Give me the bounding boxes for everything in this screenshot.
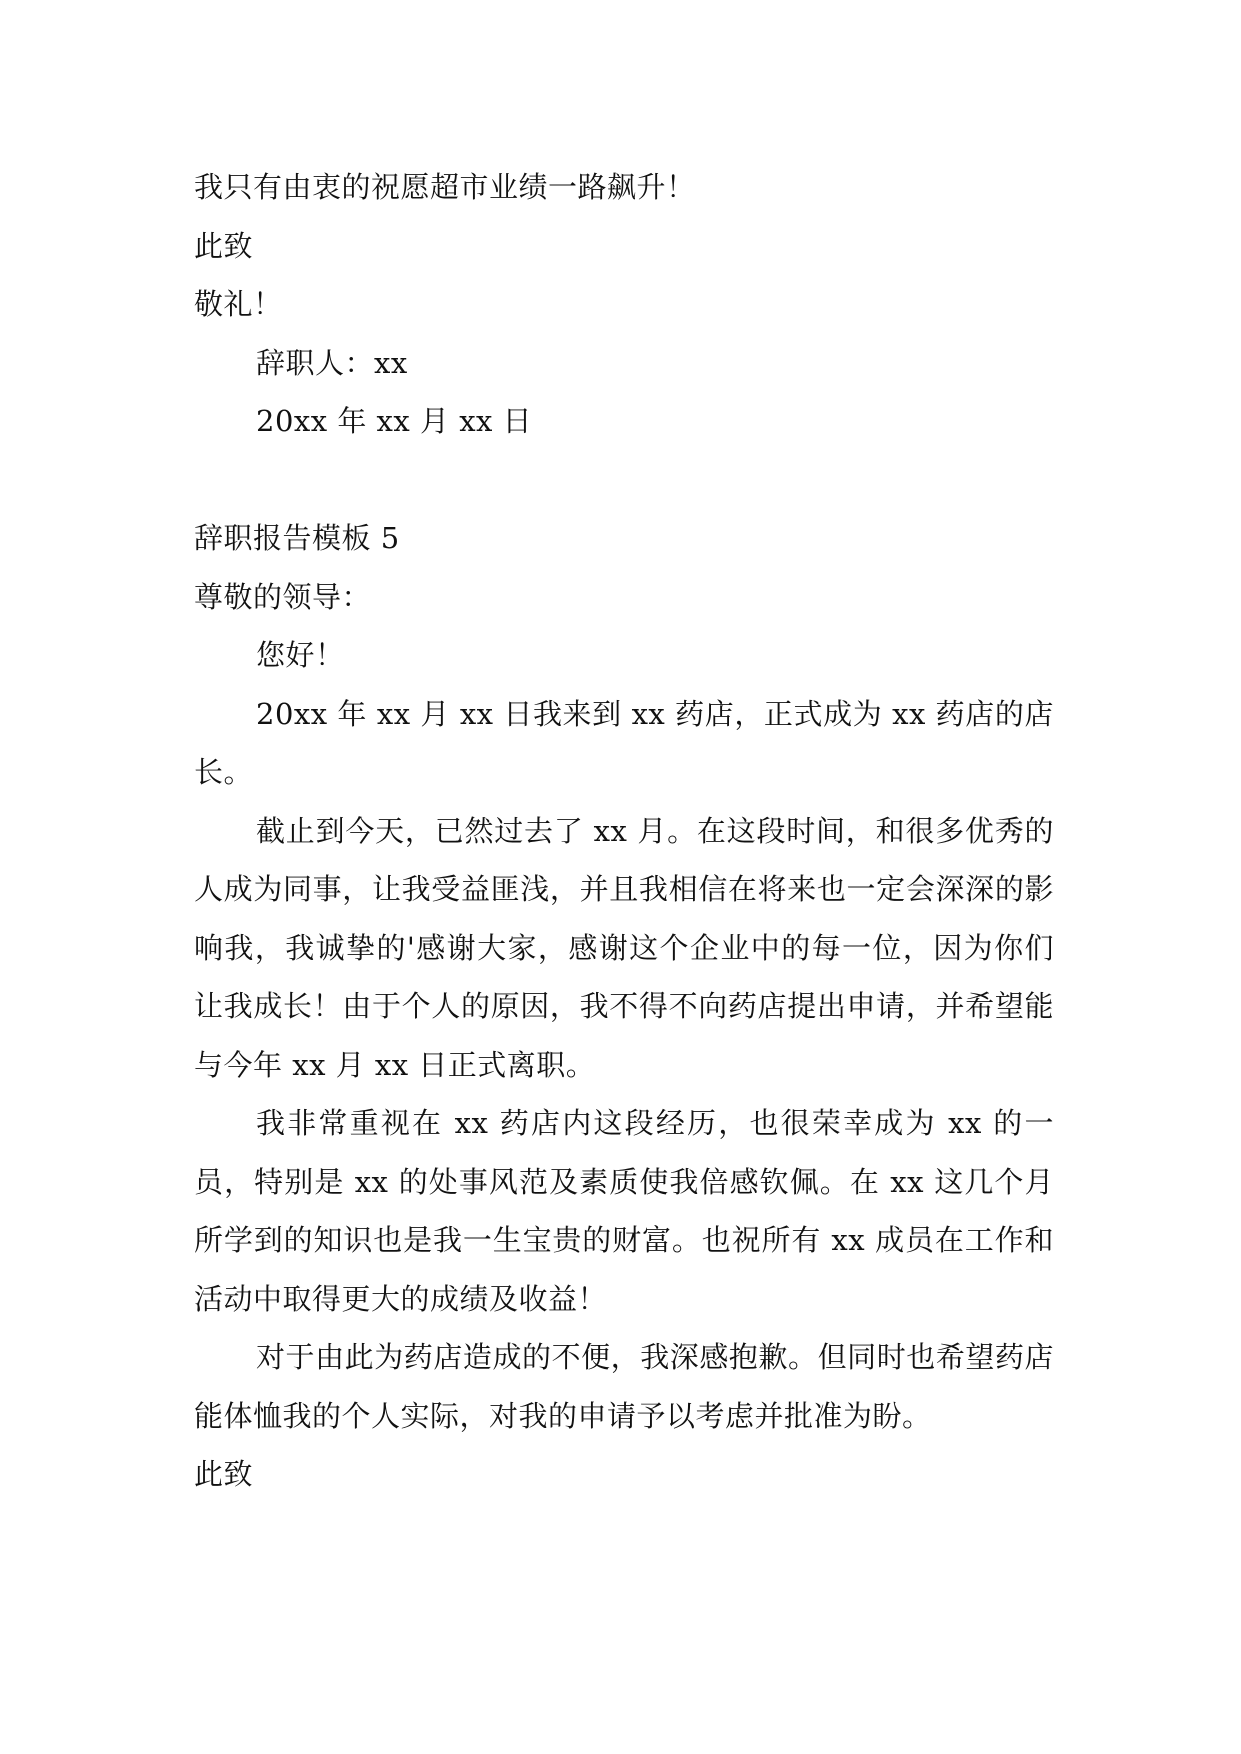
section-title: 辞职报告模板 5 <box>194 521 400 555</box>
section-gap <box>194 451 1054 510</box>
document-body <box>194 158 1054 1504</box>
closing-wish: 我只有由衷的祝愿超市业绩一路飙升！ <box>194 170 696 204</box>
signer-line: 辞职人：xx <box>256 345 408 380</box>
paragraph-3: 我非常重视在 xx 药店内这段经历，也很荣幸成为 xx 的一员，特别是 xx 的处事风范及素质使我倍感钦佩。在 xx 这几个月所学到的知识也是我一生宝贵的财富。也祝所有 xx 成员在工作和活动中取得更大的成绩及收益！ <box>194 1106 1054 1316</box>
salutation-line-2: 敬礼！ <box>194 287 283 321</box>
greeting-line: 尊敬的领导： <box>194 579 372 614</box>
paragraph-1: 20xx 年 xx 月 xx 日我来到 xx 药店，正式成为 xx 药店的店长。 <box>194 696 1054 789</box>
hello-line: 您好！ <box>256 638 345 672</box>
closing-line: 此致 <box>194 1457 254 1491</box>
date-line: 20xx 年 xx 月 xx 日 <box>256 404 533 438</box>
paragraph-2: 截止到今天，已然过去了 xx 月。在这段时间，和很多优秀的人成为同事，让我受益匪浅，并且我相信在将来也一定会深深的影响我，我诚挚的'感谢大家，感谢这个企业中的每一位，因为你们让我成长！由于个人的原因，我不得不向药店提出申请，并希望能与今年 xx 月 xx 日正式离职。 <box>194 813 1054 1082</box>
paragraph-4: 对于由此为药店造成的不便，我深感抱歉。但同时也希望药店能体恤我的个人实际，对我的申请予以考虑并批准为盼。 <box>194 1340 1054 1433</box>
salutation-line-1: 此致 <box>194 228 254 263</box>
